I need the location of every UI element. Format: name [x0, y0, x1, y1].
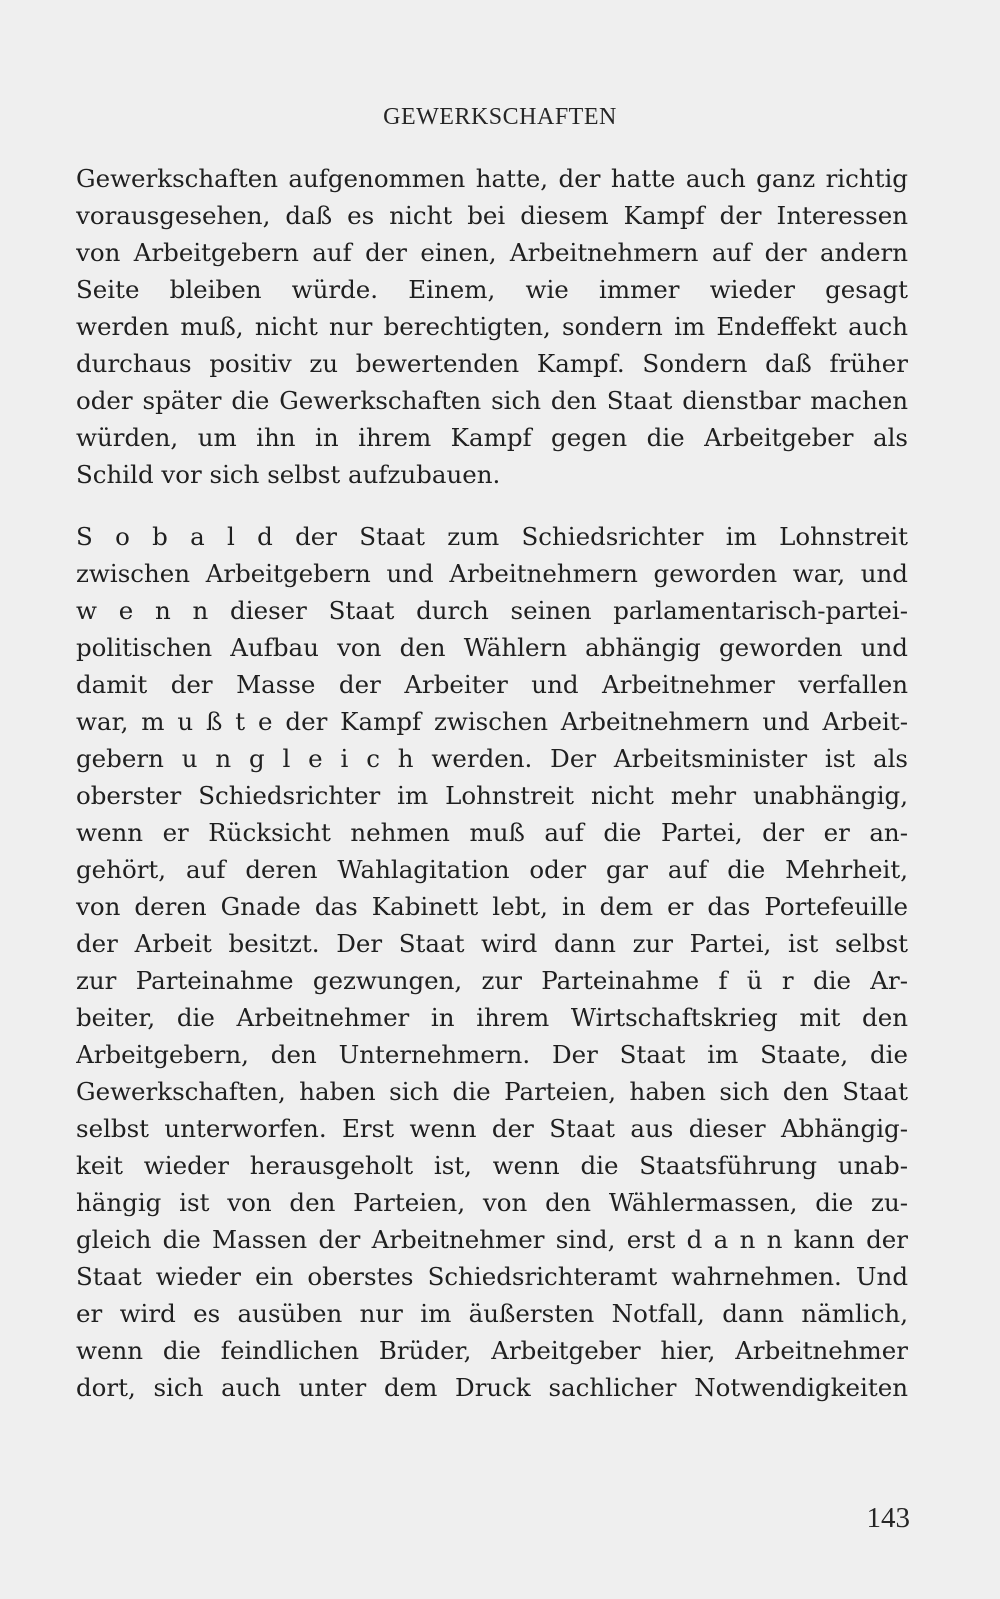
text-line: von Arbeitgebern auf der einen, Arbeitnehmern auf der andern	[76, 238, 908, 267]
running-header: GEWERKSCHAFTEN	[383, 104, 617, 130]
text-line: oberster Schiedsrichter im Lohnstreit nicht mehr unabhängig,	[76, 781, 908, 810]
paragraph-1	[76, 160, 908, 493]
text-line: damit der Masse der Arbeiter und Arbeitnehmer verfallen	[76, 670, 908, 699]
text-line: hängig ist von den Parteien, von den Wählermassen, die zu-	[76, 1188, 908, 1217]
text-line: vorausgesehen, daß es nicht bei diesem Kampf der Interessen	[76, 201, 908, 230]
text-line: keit wieder herausgeholt ist, wenn die Staatsführung unab-	[76, 1151, 908, 1180]
text-line: wenn die feindlichen Brüder, Arbeitgeber hier, Arbeitnehmer	[76, 1336, 908, 1365]
text-line: w e n n dieser Staat durch seinen parlamentarisch-partei-	[76, 596, 908, 625]
text-line: gebern u n g l e i c h werden. Der Arbeitsminister ist als	[76, 744, 908, 773]
text-line: Schild vor sich selbst aufzubauen.	[76, 460, 501, 489]
text-line: der Arbeit besitzt. Der Staat wird dann zur Partei, ist selbst	[76, 929, 908, 958]
text-line: Seite bleiben würde. Einem, wie immer wieder gesagt	[76, 275, 908, 304]
text-line: S o b a l d der Staat zum Schiedsrichter im Lohnstreit	[76, 522, 908, 551]
text-line: würden, um ihn in ihrem Kampf gegen die Arbeitgeber als	[76, 423, 908, 452]
text-line: oder später die Gewerkschaften sich den Staat dienstbar machen	[76, 386, 908, 415]
text-line: von deren Gnade das Kabinett lebt, in dem er das Portefeuille	[76, 892, 908, 921]
text-line: gehört, auf deren Wahlagitation oder gar auf die Mehrheit,	[76, 855, 908, 884]
text-line: beiter, die Arbeitnehmer in ihrem Wirtschaftskrieg mit den	[76, 1003, 908, 1032]
text-line: Gewerkschaften, haben sich die Parteien, haben sich den Staat	[76, 1077, 908, 1106]
text-line: Gewerkschaften aufgenommen hatte, der hatte auch ganz richtig	[76, 164, 908, 193]
text-line: zwischen Arbeitgebern und Arbeitnehmern geworden war, und	[76, 559, 908, 588]
text-line: selbst unterworfen. Erst wenn der Staat aus dieser Abhängig-	[76, 1114, 908, 1143]
text-line: gleich die Massen der Arbeitnehmer sind, erst d a n n kann der	[76, 1225, 908, 1254]
text-line: zur Parteinahme gezwungen, zur Parteinahme f ü r die Ar-	[76, 966, 908, 995]
text-line: durchaus positiv zu bewertenden Kampf. Sondern daß früher	[76, 349, 908, 378]
text-line: politischen Aufbau von den Wählern abhängig geworden und	[76, 633, 908, 662]
text-line: wenn er Rücksicht nehmen muß auf die Partei, der er an-	[76, 818, 908, 847]
text-line: dort, sich auch unter dem Druck sachlicher Notwendigkeiten	[76, 1373, 908, 1402]
text-line: werden muß, nicht nur berechtigten, sondern im Endeffekt auch	[76, 312, 908, 341]
text-line: war, m u ß t e der Kampf zwischen Arbeitnehmern und Arbeit-	[76, 707, 908, 736]
text-line: Arbeitgebern, den Unternehmern. Der Staat im Staate, die	[76, 1040, 908, 1069]
page-number: 143	[866, 1502, 910, 1534]
text-line: Staat wieder ein oberstes Schiedsrichteramt wahrnehmen. Und	[76, 1262, 908, 1291]
paragraph-2	[76, 518, 908, 1406]
text-line: er wird es ausüben nur im äußersten Notfall, dann nämlich,	[76, 1299, 908, 1328]
